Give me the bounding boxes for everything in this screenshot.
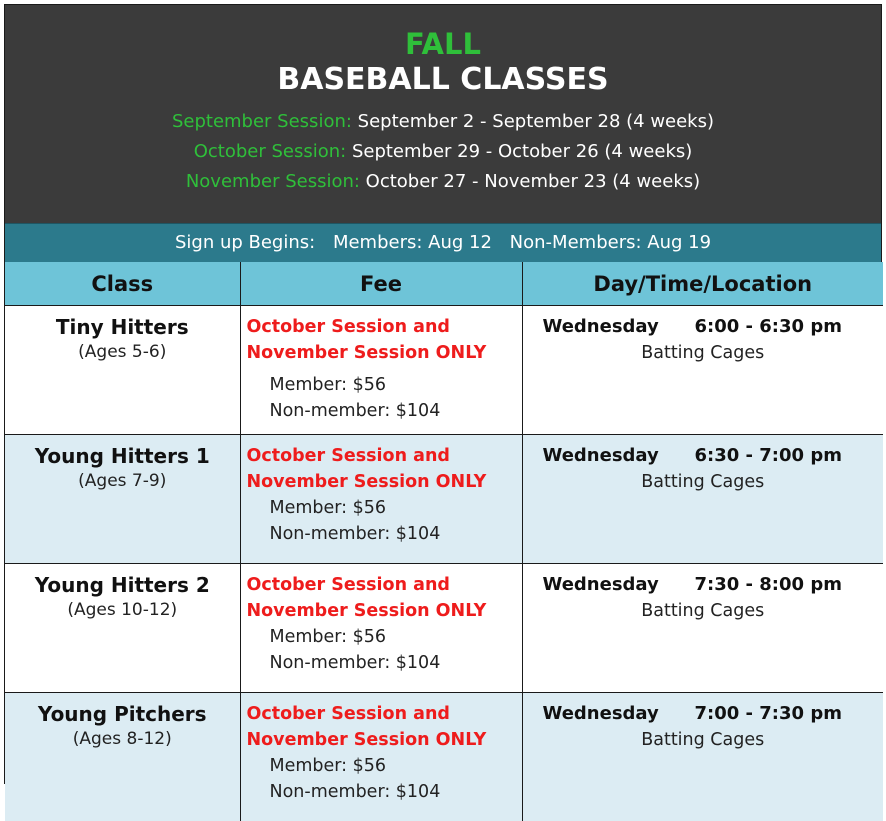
class-name: Tiny Hitters — [5, 306, 240, 340]
fee-note: October Session and — [247, 443, 522, 469]
signup-members: Members: Aug 12 — [333, 232, 492, 253]
class-time: 7:30 - 8:00 pm — [695, 574, 842, 595]
page-title: BASEBALL CLASSES — [5, 61, 881, 99]
class-name: Young Pitchers — [5, 693, 240, 727]
fee-note: October Session and — [247, 314, 522, 340]
fee-note: November Session ONLY — [247, 727, 522, 753]
column-header-class: Class — [5, 262, 240, 306]
member-fee: Member: $56 — [247, 372, 522, 398]
session-name: November Session: — [186, 171, 360, 192]
class-location: Batting Cages — [523, 469, 884, 495]
schedule-header — [5, 5, 881, 223]
day-time-location-cell — [522, 564, 883, 693]
class-day: Wednesday — [543, 572, 695, 598]
fee-cell — [240, 564, 522, 693]
class-name: Young Hitters 2 — [5, 564, 240, 598]
class-ages: (Ages 8-12) — [5, 727, 240, 751]
fee-note: November Session ONLY — [247, 340, 522, 366]
member-fee: Member: $56 — [247, 495, 522, 521]
fee-cell — [240, 693, 522, 821]
non-member-fee: Non-member: $104 — [247, 650, 522, 676]
fee-note: October Session and — [247, 701, 522, 727]
day-time-location-cell — [522, 306, 883, 435]
signup-non-members: Non-Members: Aug 19 — [510, 232, 711, 253]
session-dates: September 2 - September 28 (4 weeks) — [358, 111, 714, 132]
table-row — [5, 564, 883, 693]
table-row — [5, 435, 883, 564]
class-day: Wednesday — [543, 443, 695, 469]
session-october — [5, 137, 881, 167]
class-time: 6:30 - 7:00 pm — [695, 445, 842, 466]
table-row — [5, 693, 883, 821]
fee-note: November Session ONLY — [247, 469, 522, 495]
classes-table — [5, 262, 883, 821]
class-schedule — [4, 4, 882, 784]
session-name: October Session: — [194, 141, 347, 162]
class-time: 7:00 - 7:30 pm — [695, 703, 842, 724]
class-cell — [5, 564, 240, 693]
session-september — [5, 107, 881, 137]
session-dates: September 29 - October 26 (4 weeks) — [352, 141, 692, 162]
member-fee: Member: $56 — [247, 624, 522, 650]
day-time-location-cell — [522, 693, 883, 821]
class-cell — [5, 693, 240, 821]
fee-cell — [240, 306, 522, 435]
class-location: Batting Cages — [523, 598, 884, 624]
class-name: Young Hitters 1 — [5, 435, 240, 469]
column-header-fee: Fee — [240, 262, 522, 306]
member-fee: Member: $56 — [247, 753, 522, 779]
class-time: 6:00 - 6:30 pm — [695, 316, 842, 337]
signup-label: Sign up Begins: — [175, 232, 315, 253]
session-name: September Session: — [172, 111, 352, 132]
class-day: Wednesday — [543, 314, 695, 340]
session-november — [5, 167, 881, 197]
class-day: Wednesday — [543, 701, 695, 727]
day-time — [523, 572, 884, 598]
class-cell — [5, 435, 240, 564]
session-dates: October 27 - November 23 (4 weeks) — [366, 171, 700, 192]
table-row — [5, 306, 883, 435]
day-time — [523, 314, 884, 340]
class-cell — [5, 306, 240, 435]
day-time-location-cell — [522, 435, 883, 564]
table-header-row — [5, 262, 883, 306]
class-ages: (Ages 5-6) — [5, 340, 240, 364]
non-member-fee: Non-member: $104 — [247, 779, 522, 805]
day-time — [523, 443, 884, 469]
season-label: FALL — [5, 27, 881, 61]
class-ages: (Ages 10-12) — [5, 598, 240, 622]
column-header-day-time-location: Day/Time/Location — [522, 262, 883, 306]
day-time — [523, 701, 884, 727]
fee-cell — [240, 435, 522, 564]
non-member-fee: Non-member: $104 — [247, 521, 522, 547]
non-member-fee: Non-member: $104 — [247, 398, 522, 424]
fee-note: November Session ONLY — [247, 598, 522, 624]
class-location: Batting Cages — [523, 340, 884, 366]
fee-note: October Session and — [247, 572, 522, 598]
class-ages: (Ages 7-9) — [5, 469, 240, 493]
class-location: Batting Cages — [523, 727, 884, 753]
signup-banner — [5, 223, 881, 262]
